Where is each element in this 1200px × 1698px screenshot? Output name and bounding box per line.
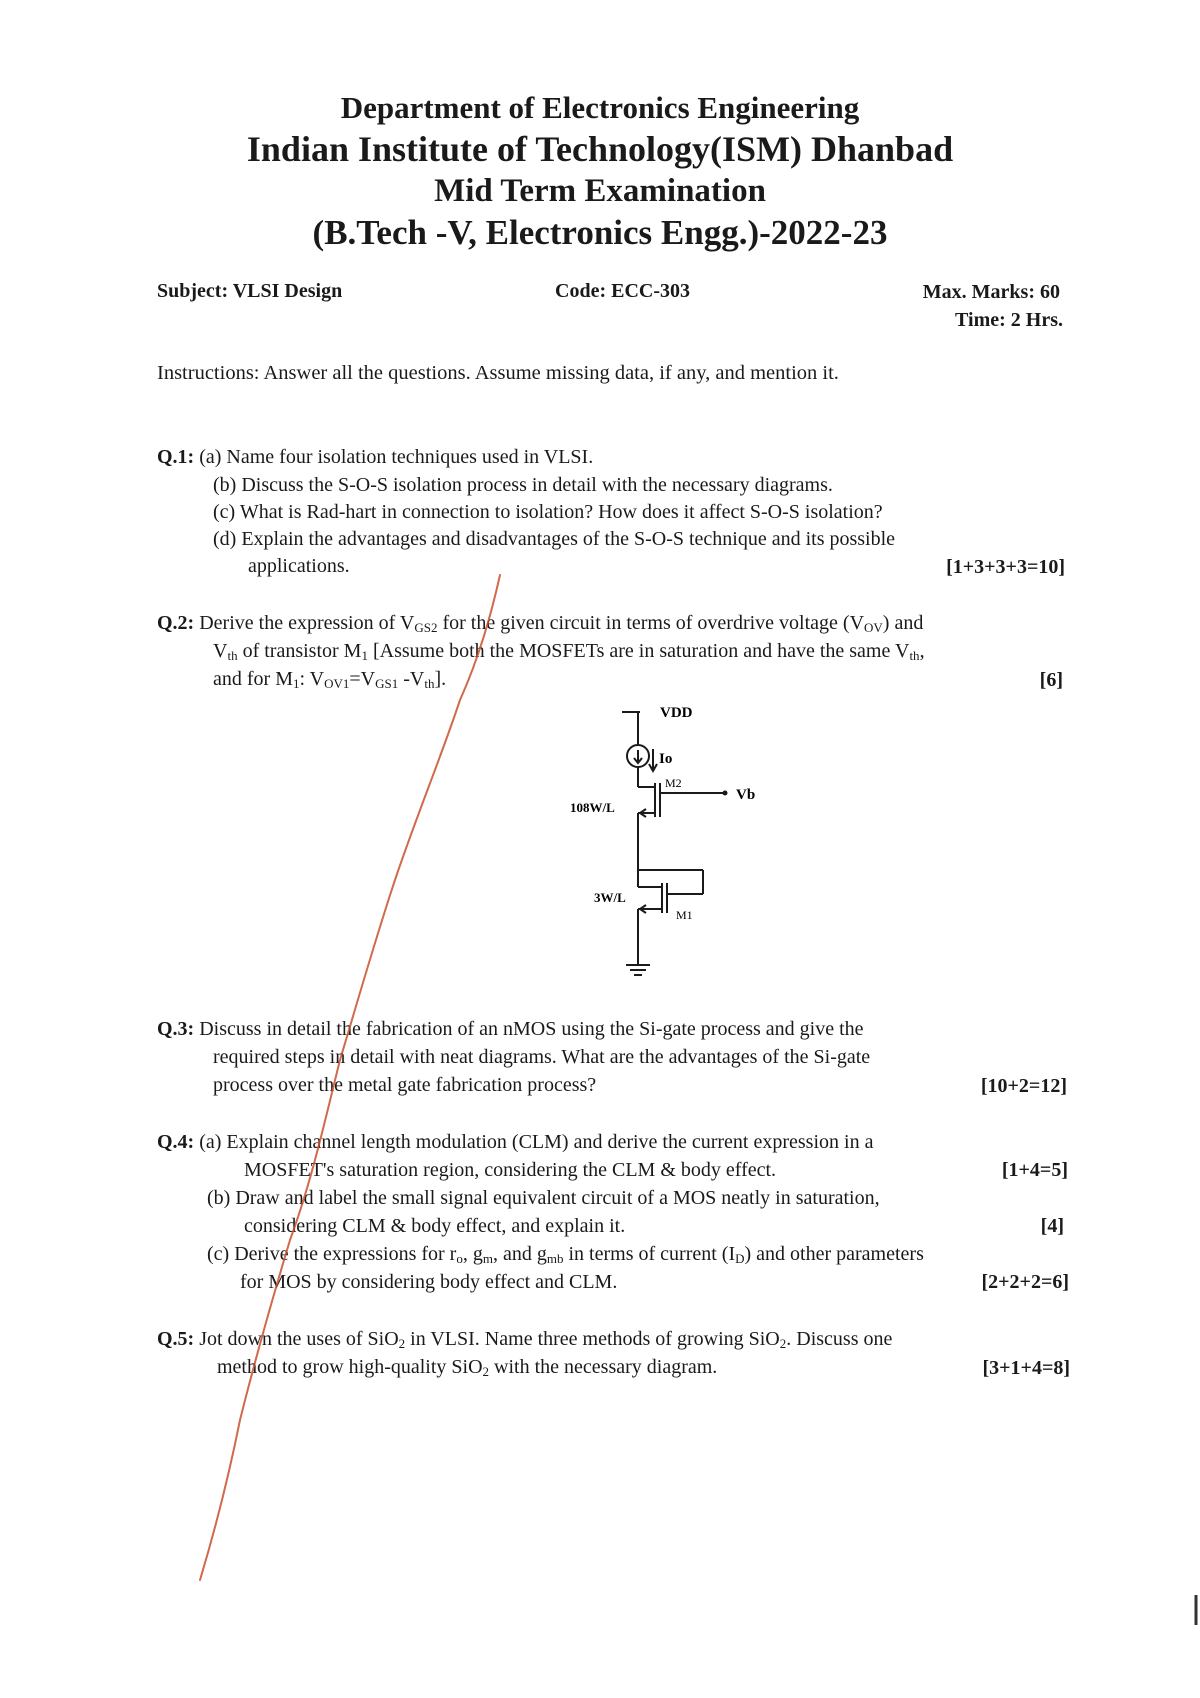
department-title: Department of Electronics Engineering: [340, 90, 860, 125]
q2-sub-th: th: [227, 648, 238, 663]
q4-text: ) and other parameters: [744, 1243, 924, 1265]
io-label: Io: [659, 751, 673, 767]
q2-marks: [6]: [1039, 669, 1063, 691]
q1-label: Q.1:: [157, 446, 195, 468]
q4-b-marks: [4]: [1040, 1215, 1064, 1237]
q5-text: method to grow high-quality SiO: [217, 1356, 483, 1378]
instructions: Instructions: Answer all the questions. Assume missing data, if any, and mention it.: [157, 362, 839, 384]
q2-text: ].: [434, 668, 447, 690]
q4-text: (a) Explain channel length modulation (CLM) and derive the current expression in a: [199, 1131, 874, 1153]
q4-label: Q.4:: [157, 1131, 195, 1153]
q2-text: Derive the expression of V: [199, 612, 415, 634]
q3-marks: [10+2=12]: [980, 1075, 1067, 1097]
m1-size-label: 3W/L: [594, 890, 626, 905]
q4-text: , and g: [492, 1243, 547, 1265]
q2-text: -V: [398, 668, 425, 690]
time-label: Time: 2 Hrs.: [955, 309, 1063, 331]
q3-text: Discuss in detail the fabrication of an nMOS using the Si-gate process and give the: [199, 1018, 864, 1040]
q2-text: V: [213, 640, 228, 662]
q2-text: for the given circuit in terms of overdrive voltage (V: [437, 612, 865, 634]
q1-part-b: (b) Discuss the S-O-S isolation process in detail with the necessary diagrams.: [213, 474, 833, 496]
q1-part-d: (d) Explain the advantages and disadvantages of the S-O-S technique and its possible: [213, 528, 896, 550]
m1-label: M1: [676, 908, 693, 922]
q2-sub-gs2: GS2: [414, 620, 438, 635]
q2-sub-th: th: [424, 676, 435, 691]
q2-text: of transistor M: [237, 640, 362, 662]
code-label: Code: ECC-303: [555, 280, 690, 302]
q3-line2: required steps in detail with neat diagrams. What are the advantages of the Si-gate: [213, 1046, 871, 1068]
m2-size-label: 108W/L: [570, 800, 615, 815]
institute-title: Indian Institute of Technology(ISM) Dhanbad: [246, 129, 954, 169]
course-title: (B.Tech -V, Electronics Engg.)-2022-23: [312, 213, 888, 252]
q2-sub-1: 1: [292, 676, 300, 691]
m2-label: M2: [665, 776, 682, 790]
q3-label: Q.3:: [157, 1018, 195, 1040]
q5-label: Q.5:: [157, 1328, 195, 1350]
q2-text: ) and: [882, 612, 924, 634]
q4-sub: o: [456, 1251, 463, 1266]
q4-sub: D: [735, 1251, 745, 1266]
q2-text: : V: [299, 668, 325, 690]
q4-b-line1: (b) Draw and label the small signal equivalent circuit of a MOS neatly in saturation,: [207, 1187, 880, 1209]
q5-text: with the necessary diagram.: [489, 1356, 718, 1378]
q4-sub: mb: [546, 1251, 564, 1266]
q3-line3: process over the metal gate fabrication process?: [213, 1074, 597, 1096]
q4-text: , g: [462, 1243, 483, 1265]
q2-text: =V: [349, 668, 376, 690]
q5-marks: [3+1+4=8]: [982, 1357, 1070, 1379]
q1-part-a: (a) Name four isolation techniques used in VLSI.: [199, 446, 594, 468]
q2-sub-ov: OV: [864, 620, 883, 635]
q5-sub: 2: [779, 1336, 787, 1351]
q5-text: . Discuss one: [786, 1328, 893, 1350]
q4-sub: m: [482, 1251, 493, 1266]
subject-label: Subject: VLSI Design: [157, 280, 343, 302]
q5-text: in VLSI. Name three methods of growing SiO: [405, 1328, 780, 1350]
q2-sub-gs1: GS1: [375, 676, 399, 691]
vdd-label: VDD: [660, 705, 693, 721]
q4-b-line2: considering CLM & body effect, and explain it.: [244, 1215, 626, 1237]
q5-sub: 2: [482, 1364, 490, 1379]
q2-text: and for M: [213, 668, 293, 690]
q4-a-marks: [1+4=5]: [1001, 1159, 1068, 1181]
q2-text: ,: [919, 640, 925, 662]
q5-text: Jot down the uses of SiO: [199, 1328, 399, 1350]
q2-text: [Assume both the MOSFETs are in saturation and have the same V: [367, 640, 910, 662]
q2-sub-ov1: OV1: [324, 676, 350, 691]
max-marks-label: Max. Marks: 60: [922, 281, 1060, 303]
q2-sub-th: th: [909, 648, 920, 663]
q4-c-line2: for MOS by considering body effect and CLM.: [240, 1271, 618, 1293]
q1-part-d-cont: applications.: [248, 555, 350, 577]
exam-title: Mid Term Examination: [434, 173, 766, 209]
q4-a-line2: MOSFET's saturation region, considering the CLM & body effect.: [244, 1159, 777, 1181]
vb-label: Vb: [736, 787, 756, 803]
q1-part-c: (c) What is Rad-hart in connection to isolation? How does it affect S-O-S isolation?: [213, 501, 883, 523]
q5-sub: 2: [398, 1336, 406, 1351]
q1-marks: [1+3+3+3=10]: [946, 556, 1065, 578]
q4-text: (c) Derive the expressions for r: [207, 1243, 457, 1265]
q4-c-marks: [2+2+2=6]: [981, 1271, 1069, 1293]
q2-sub-1: 1: [361, 648, 368, 663]
q2-label: Q.2:: [157, 612, 195, 634]
q4-text: in terms of current (I: [563, 1243, 736, 1265]
